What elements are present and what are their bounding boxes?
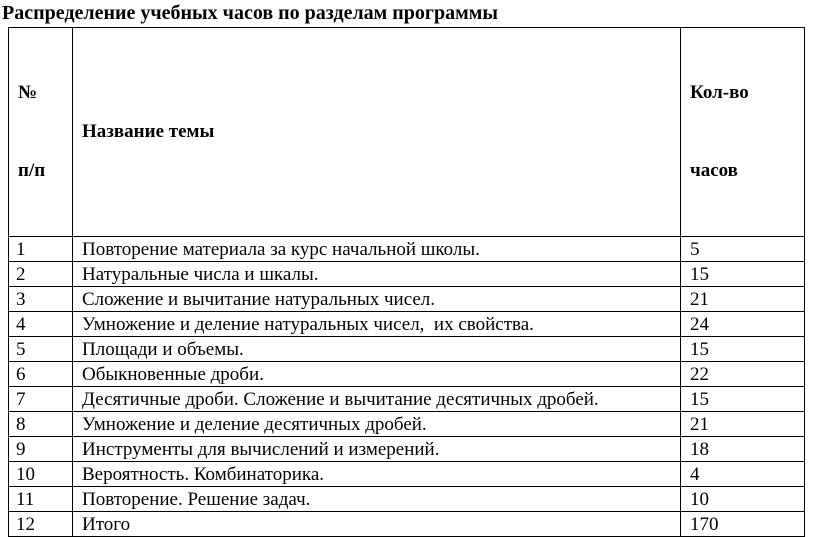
header-number-line2: п/п <box>18 160 46 181</box>
row-number-cell: 4 <box>9 312 73 337</box>
row-number-cell: 2 <box>9 262 73 287</box>
row-topic-cell: Инструменты для вычислений и измерений. <box>73 437 681 462</box>
row-topic-cell: Натуральные числа и шкалы. <box>73 262 681 287</box>
table-row <box>9 237 805 262</box>
row-hours-cell: 170 <box>681 512 805 537</box>
row-hours-cell: 15 <box>681 387 805 412</box>
row-topic-cell: Сложение и вычитание натуральных чисел. <box>73 287 681 312</box>
row-hours-cell: 18 <box>681 437 805 462</box>
row-hours-cell: 5 <box>681 237 805 262</box>
header-number <box>9 28 73 237</box>
table-row <box>9 462 805 487</box>
row-number-cell: 11 <box>9 487 73 512</box>
table-header-row <box>9 28 805 237</box>
header-topic: Название темы <box>73 28 681 237</box>
row-number-cell: 6 <box>9 362 73 387</box>
table-row <box>9 362 805 387</box>
table-row <box>9 287 805 312</box>
header-hours-line1: Кол-во <box>690 82 749 103</box>
table-row <box>9 437 805 462</box>
table-row <box>9 337 805 362</box>
row-hours-cell: 22 <box>681 362 805 387</box>
row-number-cell: 7 <box>9 387 73 412</box>
row-number-cell: 12 <box>9 512 73 537</box>
table-row <box>9 387 805 412</box>
row-topic-cell: Повторение. Решение задач. <box>73 487 681 512</box>
row-number-cell: 8 <box>9 412 73 437</box>
row-number-cell: 3 <box>9 287 73 312</box>
row-hours-cell: 21 <box>681 412 805 437</box>
header-hours-line2: часов <box>690 160 738 181</box>
table-row <box>9 262 805 287</box>
row-topic-cell: Умножение и деление натуральных чисел, их свойства. <box>73 312 681 337</box>
document-title: Распределение учебных часов по разделам программы <box>2 2 498 24</box>
row-topic-cell: Десятичные дроби. Сложение и вычитание десятичных дробей. <box>73 387 681 412</box>
row-hours-cell: 15 <box>681 337 805 362</box>
table-row <box>9 487 805 512</box>
row-hours-cell: 24 <box>681 312 805 337</box>
row-hours-cell: 21 <box>681 287 805 312</box>
row-hours-cell: 4 <box>681 462 805 487</box>
row-topic-cell: Повторение материала за курс начальной школы. <box>73 237 681 262</box>
row-topic-cell: Умножение и деление десятичных дробей. <box>73 412 681 437</box>
row-topic-cell: Итого <box>73 512 681 537</box>
row-number-cell: 5 <box>9 337 73 362</box>
row-number-cell: 1 <box>9 237 73 262</box>
row-hours-cell: 10 <box>681 487 805 512</box>
header-number-line1: № <box>18 82 38 103</box>
row-topic-cell: Площади и объемы. <box>73 337 681 362</box>
row-hours-cell: 15 <box>681 262 805 287</box>
row-topic-cell: Обыкновенные дроби. <box>73 362 681 387</box>
table-row <box>9 512 805 537</box>
table-row <box>9 412 805 437</box>
hours-distribution-table <box>8 27 805 537</box>
table-row <box>9 312 805 337</box>
table-body <box>9 237 805 537</box>
header-hours <box>681 28 805 237</box>
row-number-cell: 10 <box>9 462 73 487</box>
row-number-cell: 9 <box>9 437 73 462</box>
row-topic-cell: Вероятность. Комбинаторика. <box>73 462 681 487</box>
